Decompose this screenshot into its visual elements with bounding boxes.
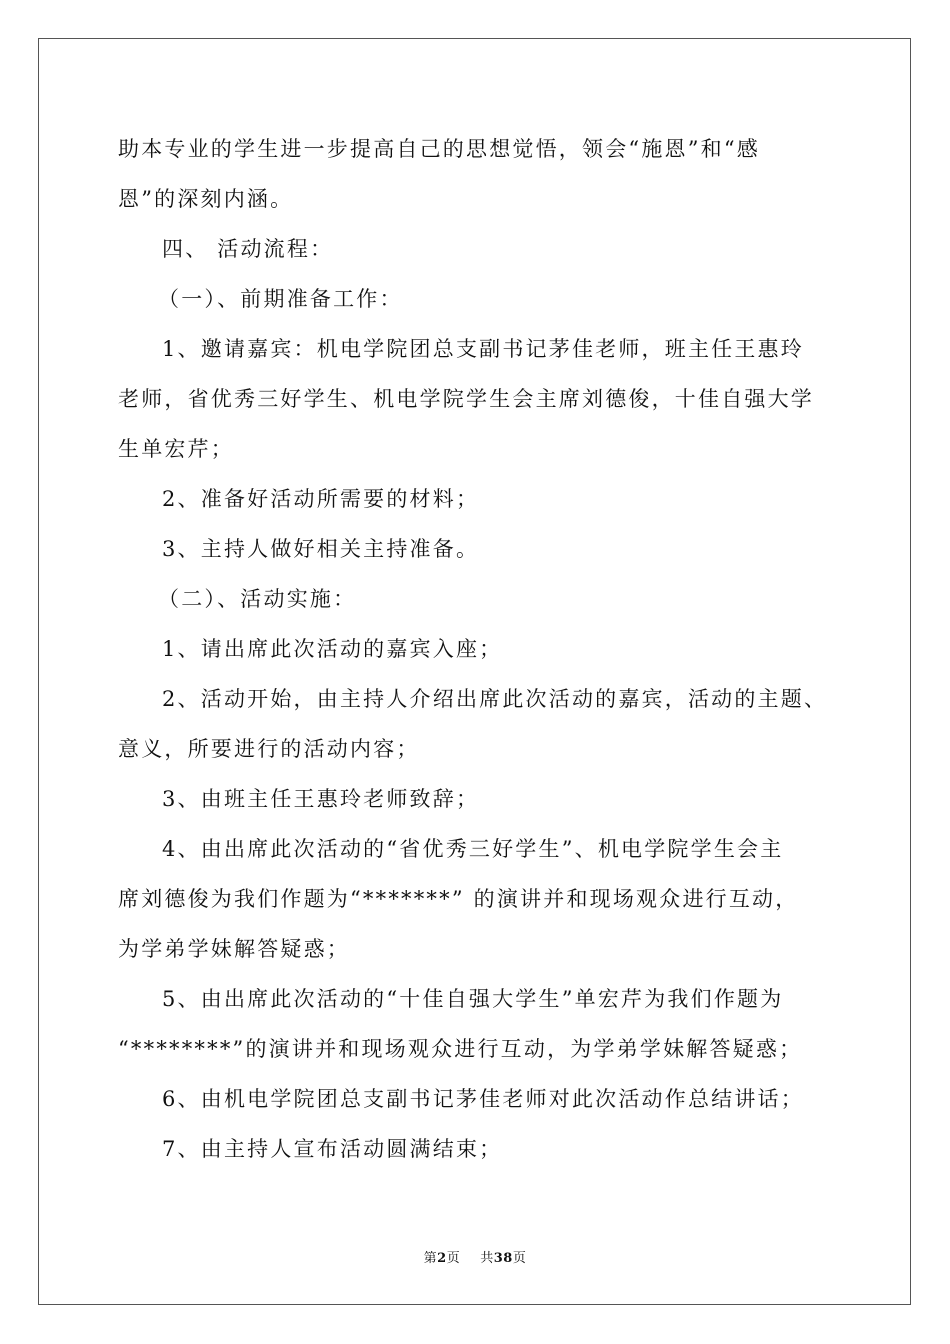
page-prefix: 第 (423, 1251, 438, 1266)
list-item: 3、主持人做好相关主持准备。 (162, 537, 480, 561)
total-suffix: 页 (512, 1251, 527, 1266)
total-page-number: 38 (493, 1251, 513, 1266)
paragraph-line: 生单宏芹； (118, 437, 234, 461)
list-item: 4、由出席此次活动的“省优秀三好学生”、机电学院学生会主 (162, 837, 784, 861)
subsection-heading: （一）、前期准备工作： (158, 287, 403, 311)
list-item: 5、由出席此次活动的“十佳自强大学生”单宏芹为我们作题为 (162, 987, 784, 1011)
document-body (118, 124, 838, 1174)
list-item: 2、活动开始，由主持人介绍出席此次活动的嘉宾，活动的主题、 (162, 687, 828, 711)
current-page-number: 2 (437, 1251, 447, 1266)
list-item: 1、请出席此次活动的嘉宾入座； (162, 637, 503, 661)
list-item: 3、由班主任王惠玲老师致辞； (162, 787, 480, 811)
list-item: 7、由主持人宣布活动圆满结束； (162, 1137, 503, 1161)
list-item: 6、由机电学院团总支副书记茅佳老师对此次活动作总结讲话； (162, 1087, 804, 1111)
section-heading: 四、 活动流程： (162, 237, 334, 261)
page-suffix: 页 (446, 1251, 461, 1266)
paragraph-line: “********”的演讲并和现场观众进行互动，为学弟学妹解答疑惑； (118, 1037, 803, 1061)
paragraph-line: 老师，省优秀三好学生、机电学院学生会主席刘德俊，十佳自强大学 (118, 387, 814, 411)
page-footer (0, 1247, 950, 1266)
paragraph-line: 助本专业的学生进一步提高自己的思想觉悟，领会“施恩”和“感 (118, 137, 761, 161)
paragraph-line: 席刘德俊为我们作题为“*******” 的演讲并和现场观众进行互动， (118, 887, 799, 911)
paragraph-line: 为学弟学妹解答疑惑； (118, 937, 350, 961)
subsection-heading: （二）、活动实施： (158, 587, 357, 611)
list-item: 1、邀请嘉宾：机电学院团总支副书记茅佳老师，班主任王惠玲 (162, 337, 804, 361)
list-item: 2、准备好活动所需要的材料； (162, 487, 480, 511)
total-prefix: 共 (480, 1251, 494, 1266)
paragraph-line: 意义，所要进行的活动内容； (118, 737, 420, 761)
paragraph-line: 恩”的深刻内涵。 (118, 187, 294, 211)
